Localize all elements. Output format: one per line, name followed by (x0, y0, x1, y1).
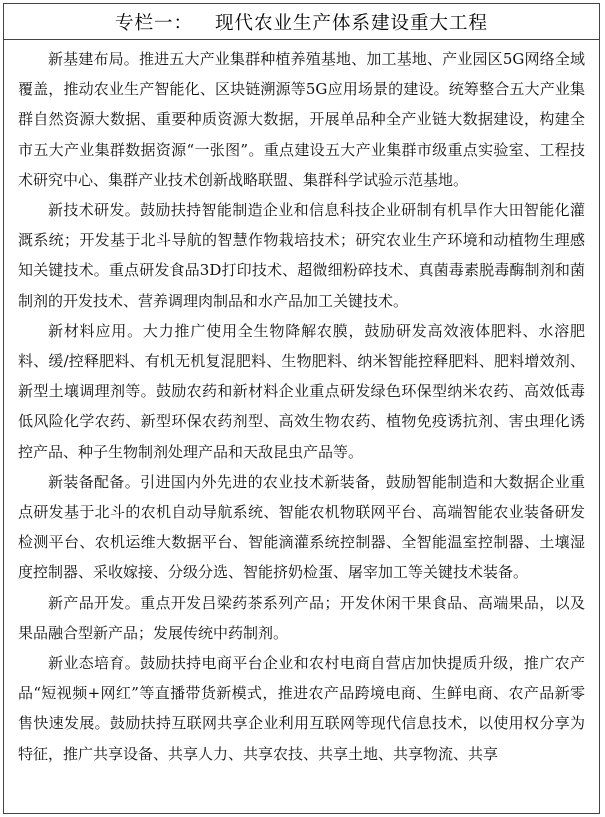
paragraph-new-technology: 新技术研发。鼓励扶持智能制造企业和信息科技企业研制有机旱作大田智能化灌溉系统；开发基于北斗导航的智慧作物栽培技术；研究农业生产环境和动植物生理感知关键技术。重点研发食品3D打印技术、超微细粉碎技术、真菌毒素脱毒酶制剂和菌制剂的开发技术、营养调理肉制品和水产品加工关键技术。 (18, 201, 585, 310)
paragraph-new-products: 新产品开发。重点开发吕梁药茶系列产品；开发休闲干果食品、高端果品，以及果品融合型新产品；发展传统中药制剂。 (18, 593, 585, 642)
column-title (4, 4, 599, 40)
paragraph-new-equipment: 新装备配备。引进国内外先进的农业技术新装备，鼓励智能制造和大数据企业重点研发基于北斗的农机自动导航系统、智能农机物联网平台、高端智能农业装备研发检测平台、农机运维大数据平台、智能滴灌系统控制器、全智能温室控制器、土壤湿度控制器、采收嫁接、分级分选、智能挤奶检蛋、屠宰加工等关键技术装备。 (18, 472, 585, 582)
column-body (4, 40, 599, 769)
paragraph-new-infrastructure: 新基建布局。推进五大产业集群种植养殖基地、加工基地、产业园区5G网络全域覆盖，推动农业生产智能化、区块链溯源等5G应用场景的建设。统筹整合五大产业集群自然资源大数据、重要种质资源大数据，开展单品种全产业链大数据建设，构建全市五大产业集群数据资源“一张图”。重点建设五大产业集群市级重点实验室、工程技术研究中心、集群产业技术创新战略联盟、集群科学试验示范基地。 (18, 50, 585, 189)
column-heading: 现代农业生产体系建设重大工程 (215, 12, 489, 34)
paragraph-new-business: 新业态培育。鼓励扶持电商平台企业和农村电商自营店加快提质升级，推广农产品“短视频+网红”等直播带货新模式，推进农产品跨境电商、生鲜电商、农产品新零售快速发展。鼓励扶持互联网共享企业利用互联网等现代信息技术，以使用权分享为特征，推广共享设备、共享人力、共享农技、共享土地、共享物流、共享 (18, 654, 585, 763)
column-box (3, 3, 600, 814)
column-number: 专栏一： (114, 12, 193, 34)
paragraph-new-materials: 新材料应用。大力推广使用全生物降解农膜，鼓励研发高效液体肥料、水溶肥料、缓/控释肥料、有机无机复混肥料、生物肥料、纳米智能控释肥料、肥料增效剂、新型土壤调理剂等。鼓励农药和新材料企业重点研发绿色环保型纳米农药、高效低毒低风险化学农药、新型环保农药剂型、高效生物农药、植物免疫诱抗剂、害虫理化诱控产品、种子生物制剂处理产品和天敌昆虫产品等。 (18, 321, 585, 461)
